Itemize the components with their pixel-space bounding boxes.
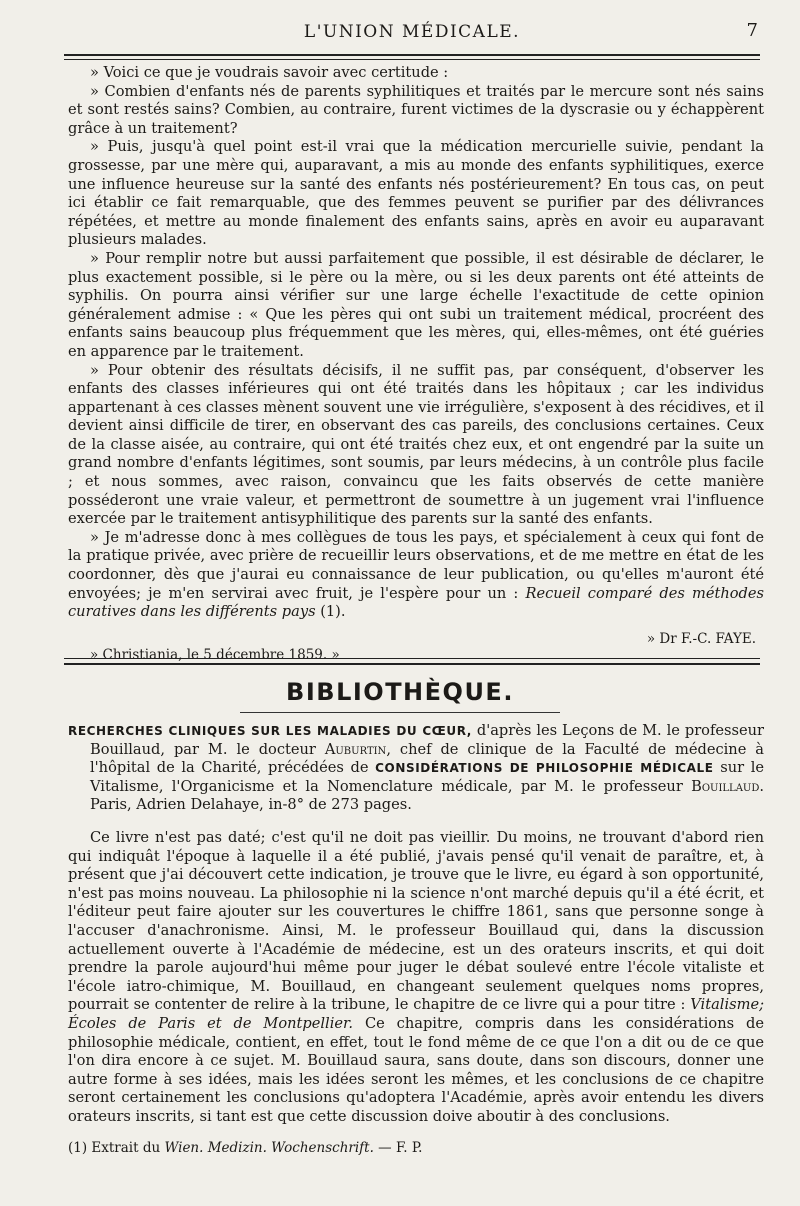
paragraph-text: » Je m'adresse donc à mes collègues de tous les pays, et spécialement à ceux qui font de la pratique privée, avec prière de recueillir leurs observations, et de me mettre en état de les coordonner, dès que j'aurai eu connaissance de leur publication, ou qu'elles m'auront été envoyées; je m'en servirai avec fruit, je l'espère pour un : [68, 528, 764, 602]
entry-text: d'après les Leçons de M. le professeur Bouillaud, par M. le docteur [90, 722, 764, 758]
review-text: Ce chapitre, compris dans les considérations de philosophie médicale, contient, en effet, tout le fond même de ce que l'on a dit ou de ce que l'on dira encore à ce sujet. M. Bouillaud saura, sans doute, dans son discours, donner une autre forme à ses idées, mais les idées seront les mêmes, et les conclusions de ce chapitre seront certainement les conclusions qu'adoptera l'Académie, après avoir entendu les divers orateurs inscrits, si tant est que cette discussion doive aboutir à des conclusions. [68, 1014, 764, 1125]
paragraph: » Voici ce que je voudrais savoir avec certitude : [90, 64, 449, 81]
entry-text: . Paris, Adrien Delahaye, in-8° de 273 pages. [90, 777, 764, 814]
paragraph: » Pour obtenir des résultats décisifs, il ne suffit pas, par conséquent, d'observer les enfants des classes inférieures qui ont été traités dans les hôpitaux ; car les individus appartenant à ces classes mènent souvent une vie irrégulière, s'exposent à des récidives, et il devient ainsi difficile de tirer, en observant des cas pareils, des conclusions certaines. Ceux de la classe aisée, au contraire, qui ont été traités chez eux, et ont engendré par la suite un grand nombre d'enfants légitimes, sont soumis, par leurs médecins, à un contrôle plus facile ; et nous sommes, avec raison, convaincu que les faits observés de cette manière posséderont une vraie valeur, et permettront de soumettre à un jugement vrai l'influence exercée par le traitement antisyphilitique des parents sur la santé des enfants. [68, 361, 764, 528]
page-number: 7 [746, 20, 758, 41]
header-rule [64, 54, 760, 60]
professor-name: Bouillaud [691, 777, 760, 795]
book-title: RECHERCHES CLINIQUES SUR LES MALADIES DU CŒUR, [68, 724, 472, 738]
paragraph: » Puis, jusqu'à quel point est-il vrai que la médication mercurielle suivie, pendant la grossesse, par une mère qui, auparavant, a mis au monde des enfants syphilitiques, exerce une influence heureuse sur la santé des enfants nés postérieurement? En tous cas, on peut ici établir ce fait remarquable, que des femmes peuvent se purifier par des délivrances répétées, et mettre au monde finalement des enfants sains, après en avoir eu auparavant plusieurs malades. [68, 138, 764, 249]
author-name: Auburtin [324, 740, 387, 758]
footnote-source: Wien. Medizin. Wochenschrift. [164, 1140, 374, 1156]
paragraph: » Pour remplir notre but aussi parfaitement que possible, il est désirable de déclarer, le plus exactement possible, si le père ou la mère, ou si les deux parents ont été atteints de syphilis. On pourra ainsi vérifier sur une large échelle l'exactitude de cette opinion généralement admise : « Que les pères qui ont subi un traitement médical, procréent des enfants sains beaucoup plus fréquemment que les mères, qui, elles-mêmes, ont été guéries en apparence par le traitement. [68, 249, 764, 360]
section-rule [240, 712, 560, 713]
entry-text: sur le Vitalisme, l'Organicisme et la Nomenclature médicale, par M. le professeur [90, 759, 764, 795]
footnote-ref: (1). [315, 603, 346, 621]
section-separator [64, 658, 760, 665]
bibliography-entry [68, 722, 764, 815]
footnote-text: (1) Extrait du [68, 1140, 165, 1156]
journal-title: L'UNION MÉDICALE. [303, 22, 521, 42]
bibliography [68, 722, 764, 1126]
footnote [68, 1140, 764, 1156]
review-text: Ce livre n'est pas daté; c'est qu'il ne doit pas vieillir. Du moins, ne trouvant d'abord rien qui indiquât l'époque à laquelle il a été publié, j'avais pensé qu'il venait de paraître, et, à présent que j'ai découvert cette indication, je trouve que le livre, eu égard à son opportunité, n'est pas moins nouveau. La philosophie ni la science n'ont marché depuis qu'il a été écrit, et l'éditeur peut faire ajouter sur les couvertures le chiffre 1861, sans que personne songe à l'accuser d'anachronisme. Ainsi, M. le professeur Bouillaud qui, dans la discussion actuellement ouverte à l'Académie de médecine, est un des orateurs inscrits, et qui doit prendre la parole aujourd'hui même pour juger le débat soulevé entre l'école vitaliste et l'école iatro-chimique, M. Bouillaud, en changeant seulement quelques noms propres, pourrait se contenter de relire à la tribune, le chapitre de ce livre qui a pour titre : [68, 828, 764, 1014]
paragraph [68, 529, 764, 622]
entry-text: , chef de clinique de la Faculté de médecine à l'hôpital de la Charité, précédées de [90, 740, 764, 777]
review-paragraph [68, 829, 764, 1127]
book-subtitle: CONSIDÉRATIONS DE PHILOSOPHIE MÉDICALE [375, 761, 714, 776]
section-title: BIBLIOTHÈQUE. [286, 678, 514, 706]
chapter-title: Vitalisme; Écoles de Paris et de Montpellier. [68, 996, 764, 1032]
place-date: » Christiania, le 5 décembre 1859. » [90, 647, 340, 664]
signature: » Dr F.-C. FAYE. [646, 630, 756, 647]
paragraph: » Combien d'enfants nés de parents syphilitiques et traités par le mercure sont nés sains et sont restés sains? Combien, au contraire, furent victimes de la dyscrasie ou y échappèrent grâce à un traitement? [68, 82, 764, 137]
italic-title: Recueil comparé des méthodes curatives dans les différents pays [68, 584, 765, 621]
footnote-text: — F. P. [373, 1140, 423, 1156]
letter-body [68, 64, 764, 665]
running-header [64, 20, 760, 54]
